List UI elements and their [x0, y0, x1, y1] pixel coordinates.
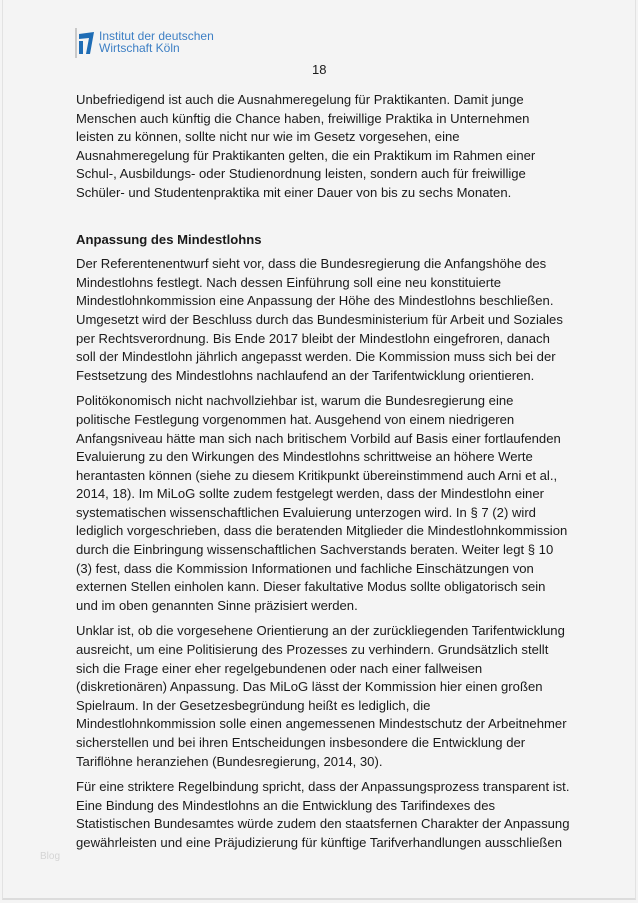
text-line: Ausnahmeregelung für Praktikanten gelten, die ein Praktikum im Rahmen einer [76, 147, 536, 163]
text-line: Evaluierung zu den Wirkungen des Mindestlohns schrittweise an höhere Werte [76, 449, 533, 465]
text-line: ausreicht, um eine Politisierung des Prozesses zu verhindern. Grundsätzlich stellt [76, 642, 549, 658]
footer-watermark: Blog [40, 851, 61, 862]
paragraph [76, 255, 566, 385]
paragraph [76, 91, 566, 203]
text-line: soll der Mindestlohn jährlich angepasst werden. Die Kommission muss sich bei der [76, 349, 556, 365]
text-line: (diskretionären) Anpassung. Das MiLoG lässt der Kommission hier einen großen [76, 679, 543, 695]
paragraph [76, 392, 566, 615]
text-line: Spielraum. In der Gesetzesbegründung heißt es lediglich, die [76, 697, 431, 713]
text-line: per Rechtsverordnung. Bis Ende 2017 bleibt der Mindestlohn eingefroren, danach [76, 330, 550, 346]
text-line: politische Festlegung vorgenommen hat. Ausgehend von einem niedrigeren [76, 411, 515, 427]
text-line: Unbefriedigend ist auch die Ausnahmeregelung für Praktikanten. Damit junge [76, 92, 524, 107]
text-line: Festsetzung des Mindestlohns nachlaufend an der Tarifentwicklung orientieren. [76, 367, 535, 383]
text-line: Statistischen Bundesamtes würde zudem den staatsfernen Charakter der Anpassung [76, 816, 570, 832]
text-line: Mindestlohns festlegt. Nach dessen Einführung soll eine neu konstituierte [76, 274, 502, 290]
text-line: sich die Frage einer eher regelgebundenen oder nach einer fallweisen [76, 660, 483, 676]
logo-line-2: Wirtschaft Köln [99, 41, 180, 55]
text-line: 2014, 18). Im MiLoG sollte zudem festgelegt werden, dass der Mindestlohn einer [76, 486, 544, 502]
iw-logo-icon [75, 28, 95, 56]
text-line: Schul-, Ausbildungs- oder Studienordnung leisten, sondern auch für freiwillige [76, 166, 526, 182]
page-number: 18 [312, 62, 327, 77]
text-line: Unklar ist, ob die vorgesehene Orientierung an der zurückliegenden Tarifentwicklung [76, 623, 565, 639]
institute-logo [75, 28, 214, 56]
document-body [76, 91, 570, 860]
text-line: Tariflöhne heranziehen (Bundesregierung, 2014, 30). [76, 753, 383, 769]
text-line: lediglich vorgeschrieben, dass die beratenden Mitglieder die Mindestlohnkommission [76, 523, 568, 539]
section-heading: Anpassung des Mindestlohns [76, 231, 262, 247]
text-line: gewährleisten und eine Präjudizierung für künftige Tarifverhandlungen ausschließen [76, 834, 562, 850]
text-line: Eine Bindung des Mindestlohns an die Entwicklung des Tarifindexes des [76, 797, 496, 813]
text-line: Mindestlohnkommission solle einen angemessenen Mindestschutz der Arbeitnehmer [76, 716, 567, 732]
text-line: Menschen auch künftig die Chance haben, freiwillige Praktika in Unternehmen [76, 110, 530, 126]
logo-line-1: Institut der deutschen [99, 29, 214, 43]
text-line: Politökonomisch nicht nachvollziehbar ist, warum die Bundesregierung eine [76, 393, 514, 409]
paragraph [76, 778, 570, 852]
text-line: Für eine striktere Regelbindung spricht, dass der Anpassungsprozess transparent ist. [76, 779, 570, 795]
text-line: Schüler- und Studentenpraktika mit einer Dauer von bis zu sechs Monaten. [76, 184, 512, 200]
text-line: externen Stellen einholen kann. Dieser fakultative Modus sollte obligatorisch sein [76, 579, 546, 595]
text-line: durch die Einbringung wissenschaftlichen Sachverstands beraten. Weiter legt § 10 [76, 542, 554, 558]
text-line: herantasten können (siehe zu diesem Kritikpunkt übereinstimmend auch Arni et al., [76, 467, 558, 483]
paragraph [76, 622, 566, 771]
text-line: Der Referentenentwurf sieht vor, dass die Bundesregierung die Anfangshöhe des [76, 256, 547, 272]
text-line: und im oben genannten Sinne präzisiert werden. [76, 597, 358, 613]
text-line: systematischen wissenschaftlichen Evaluierung unterzogen wird. In § 7 (2) wird [76, 504, 536, 520]
text-line: leisten zu können, sollte nicht nur wie im Gesetz vorgesehen, eine [76, 129, 460, 145]
text-line: Mindestlohnkommission eine Anpassung der Höhe des Mindestlohns beschließen. [76, 293, 554, 309]
text-line: (3) fest, dass die Kommission Informationen und fachliche Einschätzungen von [76, 560, 534, 576]
text-line: Umgesetzt wird der Beschluss durch das Bundesministerium für Arbeit und Soziales [76, 311, 563, 327]
text-line: Anfangsniveau hätte man sich nach britischem Vorbild auf Basis einer fortlaufenden [76, 430, 561, 446]
text-line: sicherstellen und bei ihren Entscheidungen insbesondere die Entwicklung der [76, 735, 526, 750]
